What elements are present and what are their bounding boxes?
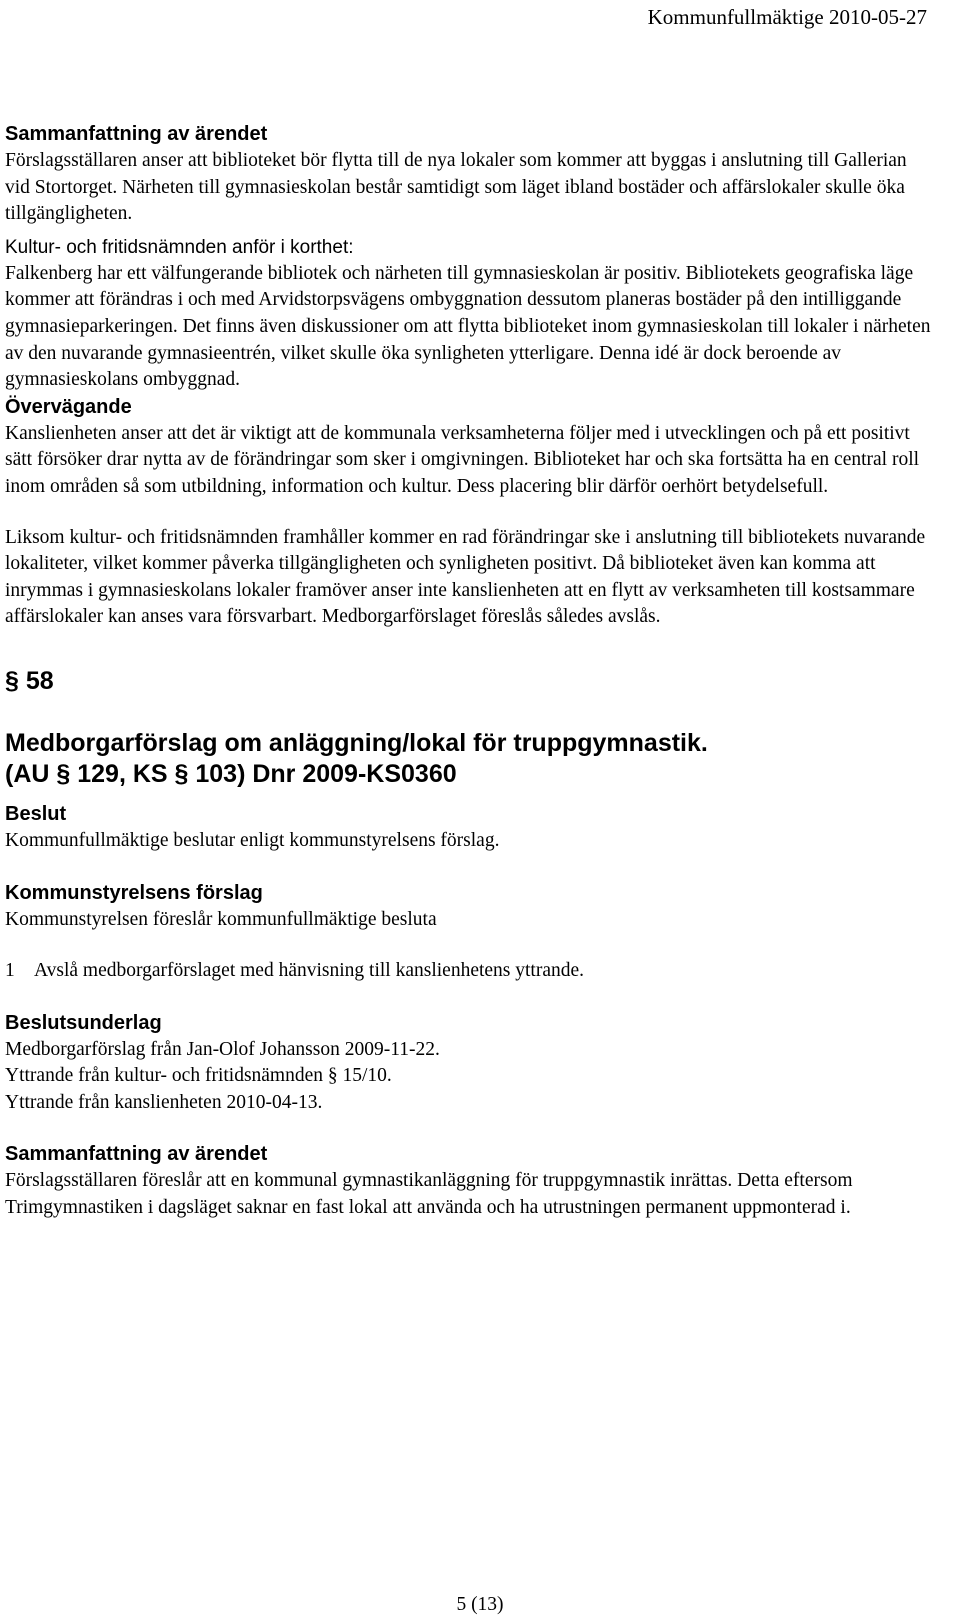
basis-heading: Beslutsunderlag <box>5 1011 162 1034</box>
committee-text: Falkenberg har ett välfungerande bibliotek och närheten till gymnasieskolan är positiv. Bibliotekets geografiska läge kommer att förändras i och med Arvidstorpsvägens ombyggnation dessutom planeras bostäder på den intilliggande gymnasieparkeringen. Det finns även diskussioner om att flytta biblioteket inom gymnasieskolan till lokaler i närheten av den nuvarande gymnasieentrén, vilket skulle öka synligheten ytterligare. Denna idé är dock beroende av gymnasieskolans ombyggnad. <box>5 262 931 391</box>
proposal-text: Kommunstyrelsen föreslår kommunfullmäktige besluta <box>5 908 437 930</box>
decision-heading: Beslut <box>5 802 67 825</box>
matter-title <box>5 728 935 790</box>
consideration-heading: Övervägande <box>5 395 132 418</box>
paragraph-number: § 58 <box>5 666 54 695</box>
summary-heading-2: Sammanfattning av ärendet <box>5 1143 268 1166</box>
list-item <box>5 958 935 985</box>
decision-text: Kommunfullmäktige beslutar enligt kommunstyrelsens förslag. <box>5 829 500 851</box>
matter-title-line2: (AU § 129, KS § 103) Dnr 2009-KS0360 <box>5 759 457 788</box>
summary-text: Förslagsställaren anser att biblioteket bör flytta till de nya lokaler som kommer att byggas i anslutning till Gallerian vid Stortorget. Närheten till gymnasieskolan består samtidigt som läget ibland bostäder och affärslokaler skulle öka tillgängligheten. <box>5 150 907 225</box>
committee-heading: Kultur- och fritidsnämnden anför i korthet: <box>5 236 354 258</box>
basis-item: Yttrande från kanslienheten 2010-04-13. <box>5 1091 323 1113</box>
consideration-text-1: Kanslienheten anser att det är viktigt att de kommunala verksamheterna följer med i utvecklingen och på ett positivt sätt försöker drar nytta av de förändringar som sker i omgivningen. Biblioteket har och ska fortsätta ha en central roll inom områden så som utbildning, information och kultur. Dess placering blir därför oerhört betydelsefull. <box>5 422 920 497</box>
basis-list <box>5 1037 935 1117</box>
document-body <box>5 121 935 1222</box>
summary-text-2: Förslagsställaren föreslår att en kommunal gymnastikanläggning för truppgymnastik inrättas. Detta eftersom Trimgymnastiken i dagsläget saknar en fast lokal att använda och ha utrustningen permanent uppmonterad i. <box>5 1170 853 1219</box>
summary-heading: Sammanfattning av ärendet <box>5 123 268 145</box>
basis-item: Yttrande från kultur- och fritidsnämnden § 15/10. <box>5 1065 392 1087</box>
list-item-number: 1 <box>5 960 15 982</box>
page-number: 5 (13) <box>456 1594 504 1615</box>
basis-item: Medborgarförslag från Jan-Olof Johansson 2009-11-22. <box>5 1038 440 1060</box>
page-header: Kommunfullmäktige 2010-05-27 <box>647 5 927 29</box>
consideration-text-2: Liksom kultur- och fritidsnämnden framhåller kommer en rad förändringar ske i anslutning till bibliotekets nuvarande lokaliteter, vilket kommer påverka tillgängligheten och synligheten positivt. Då biblioteket även kan komma att inrymmas i gymnasieskolans lokaler framöver anser inte kanslienheten att en flytt av verksamheten till kostsammare affärslokaler kan anses vara försvarbart. Medborgarförslaget föreslås således avslås. <box>5 526 926 628</box>
proposal-list <box>5 958 935 985</box>
proposal-heading: Kommunstyrelsens förslag <box>5 881 263 904</box>
list-item-text: Avslå medborgarförslaget med hänvisning till kanslienhetens yttrande. <box>34 960 585 982</box>
matter-title-line1: Medborgarförslag om anläggning/lokal för truppgymnastik. <box>5 728 708 757</box>
